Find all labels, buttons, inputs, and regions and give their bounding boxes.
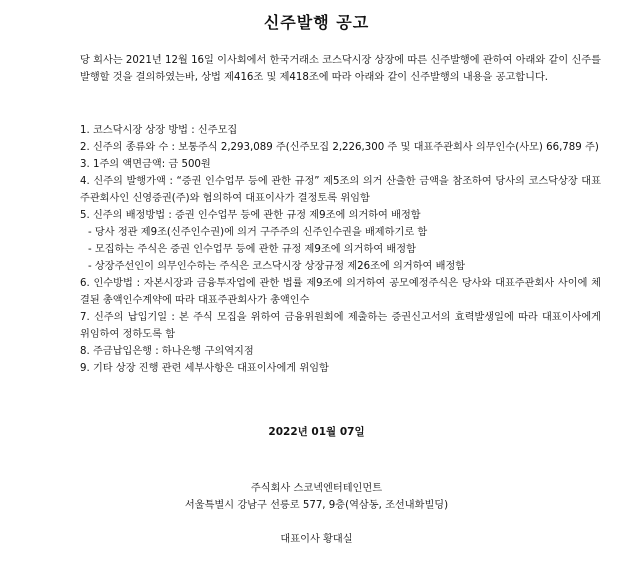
list-item: 7. 신주의 납입기일 : 본 주식 모집을 위하여 금융위원회에 제출하는 증권신고서의 효력발생일에 따라 대표이사에게 위임하여 정하도록 함 <box>80 312 601 340</box>
item-list <box>80 122 601 377</box>
ceo-name: 대표이사 황대실 <box>280 534 353 545</box>
list-item: 6. 인수방법 : 자본시장과 금융투자업에 관한 법률 제9조에 의거하여 공모예정주식은 당사와 대표주관회사 사이에 체결된 총액인수계약에 따라 대표주관회사가 총액인수 <box>80 278 601 306</box>
list-item: 4. 신주의 발행가액 : “증권 인수업무 등에 관한 규정” 제5조의 의거 산출한 금액을 참조하여 당사의 코스닥상장 대표주관회사인 신영증권(주)와 협의하여 대표이사가 결정토록 위임함 <box>80 176 601 204</box>
notice-date: 2022년 01월 07일 <box>268 426 365 438</box>
list-item: 3. 1주의 액면금액: 금 500원 <box>80 159 211 170</box>
company-name: 주식회사 스코넥엔터테인먼트 <box>250 483 383 494</box>
list-item: 9. 기타 상장 진행 관련 세부사항은 대표이사에게 위임함 <box>80 363 329 374</box>
intro-paragraph: 당 회사는 2021년 12월 16일 이사회에서 한국거래소 코스닥시장 상장에 따른 신주발행에 관하여 아래와 같이 신주를 발행할 것을 결의하였는바, 상법 제416조 및 제418조에 따라 아래와 같이 신주발행의 내용을 공고합니다. <box>80 55 601 83</box>
sub-list-item: - 상장주선인이 의무인수하는 주식은 코스닥시장 상장규정 제26조에 의거하여 배정함 <box>88 261 466 272</box>
sub-list-item: - 모집하는 주식은 증권 인수업무 등에 관한 규정 제9조에 의거하여 배정함 <box>88 244 416 255</box>
page-title: 신주발행 공고 <box>263 13 370 32</box>
list-item: 2. 신주의 종류와 수 : 보통주식 2,293,089 주(신주모집 2,226,300 주 및 대표주관회사 의무인수(사모) 66,789 주) <box>80 142 599 153</box>
company-block <box>0 480 633 514</box>
company-address: 서울특별시 강남구 선릉로 577, 9층(역삼동, 조선내화빌딩) <box>184 500 449 511</box>
sub-list-item: - 당사 정관 제9조(신주인수권)에 의거 구주주의 신주인수권을 배제하기로 함 <box>88 227 428 238</box>
list-item: 1. 코스닥시장 상장 방법 : 신주모집 <box>80 125 238 136</box>
list-item: 5. 신주의 배정방법 : 증권 인수업무 등에 관한 규정 제9조에 의거하여 배정함 <box>80 210 421 221</box>
list-item: 8. 주금납입은행 : 하나은행 구의역지점 <box>80 346 254 357</box>
